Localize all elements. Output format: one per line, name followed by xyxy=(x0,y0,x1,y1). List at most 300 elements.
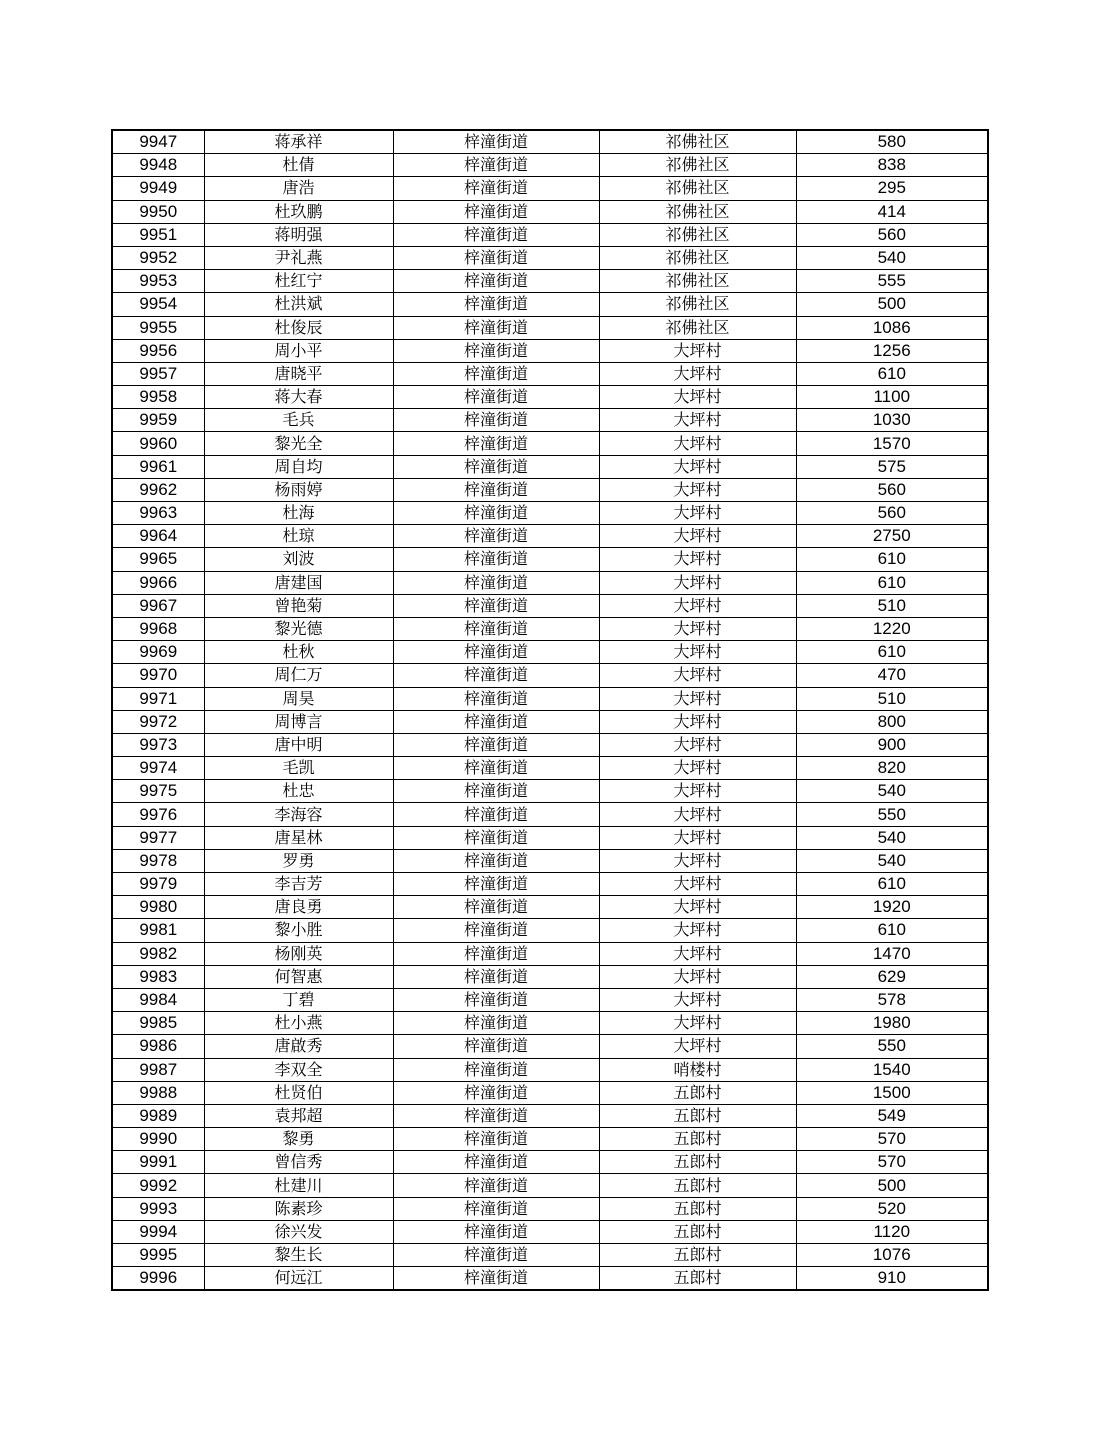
table-row xyxy=(112,1081,988,1104)
name-cell: 杜建川 xyxy=(204,1174,393,1197)
amount-cell: 540 xyxy=(796,849,988,872)
table-row xyxy=(112,455,988,478)
row-number-cell: 9970 xyxy=(112,664,204,687)
name-cell: 杜倩 xyxy=(204,154,393,177)
name-cell: 袁邦超 xyxy=(204,1104,393,1127)
name-cell: 杜琼 xyxy=(204,525,393,548)
subdistrict-cell: 梓潼街道 xyxy=(393,293,599,316)
row-number-cell: 9951 xyxy=(112,223,204,246)
subdistrict-cell: 梓潼街道 xyxy=(393,177,599,200)
subdistrict-cell: 梓潼街道 xyxy=(393,780,599,803)
community-cell: 大坪村 xyxy=(599,873,796,896)
name-cell: 尹礼燕 xyxy=(204,246,393,269)
table-row xyxy=(112,896,988,919)
table-row xyxy=(112,1128,988,1151)
subdistrict-cell: 梓潼街道 xyxy=(393,478,599,501)
subdistrict-cell: 梓潼街道 xyxy=(393,687,599,710)
table-row xyxy=(112,409,988,432)
community-cell: 大坪村 xyxy=(599,942,796,965)
table-row xyxy=(112,200,988,223)
table-row xyxy=(112,988,988,1011)
subdistrict-cell: 梓潼街道 xyxy=(393,988,599,1011)
amount-cell: 610 xyxy=(796,548,988,571)
name-cell: 唐中明 xyxy=(204,733,393,756)
subdistrict-cell: 梓潼街道 xyxy=(393,223,599,246)
name-cell: 杜贤伯 xyxy=(204,1081,393,1104)
name-cell: 何远江 xyxy=(204,1267,393,1291)
table-row xyxy=(112,502,988,525)
table-row xyxy=(112,826,988,849)
community-cell: 大坪村 xyxy=(599,571,796,594)
table-row xyxy=(112,154,988,177)
subdistrict-cell: 梓潼街道 xyxy=(393,339,599,362)
subdistrict-cell: 梓潼街道 xyxy=(393,942,599,965)
subdistrict-cell: 梓潼街道 xyxy=(393,1220,599,1243)
row-number-cell: 9996 xyxy=(112,1267,204,1291)
table-row xyxy=(112,386,988,409)
row-number-cell: 9992 xyxy=(112,1174,204,1197)
subdistrict-cell: 梓潼街道 xyxy=(393,409,599,432)
subdistrict-cell: 梓潼街道 xyxy=(393,1197,599,1220)
row-number-cell: 9959 xyxy=(112,409,204,432)
name-cell: 蒋承祥 xyxy=(204,130,393,154)
amount-cell: 510 xyxy=(796,687,988,710)
amount-cell: 820 xyxy=(796,757,988,780)
subdistrict-cell: 梓潼街道 xyxy=(393,1128,599,1151)
subdistrict-cell: 梓潼街道 xyxy=(393,965,599,988)
row-number-cell: 9994 xyxy=(112,1220,204,1243)
table-row xyxy=(112,780,988,803)
table-row xyxy=(112,919,988,942)
table-row xyxy=(112,1151,988,1174)
name-cell: 杜玖鹏 xyxy=(204,200,393,223)
subdistrict-cell: 梓潼街道 xyxy=(393,849,599,872)
amount-cell: 1120 xyxy=(796,1220,988,1243)
community-cell: 五郎村 xyxy=(599,1244,796,1267)
table-row xyxy=(112,362,988,385)
community-cell: 祁佛社区 xyxy=(599,177,796,200)
community-cell: 大坪村 xyxy=(599,988,796,1011)
table-row xyxy=(112,478,988,501)
community-cell: 大坪村 xyxy=(599,965,796,988)
name-cell: 毛凯 xyxy=(204,757,393,780)
amount-cell: 1920 xyxy=(796,896,988,919)
name-cell: 黎生长 xyxy=(204,1244,393,1267)
subdistrict-cell: 梓潼街道 xyxy=(393,617,599,640)
row-number-cell: 9995 xyxy=(112,1244,204,1267)
community-cell: 祁佛社区 xyxy=(599,130,796,154)
table-row xyxy=(112,1012,988,1035)
subdistrict-cell: 梓潼街道 xyxy=(393,548,599,571)
row-number-cell: 9969 xyxy=(112,641,204,664)
row-number-cell: 9993 xyxy=(112,1197,204,1220)
table-row xyxy=(112,873,988,896)
amount-cell: 1500 xyxy=(796,1081,988,1104)
subdistrict-cell: 梓潼街道 xyxy=(393,664,599,687)
amount-cell: 610 xyxy=(796,362,988,385)
row-number-cell: 9964 xyxy=(112,525,204,548)
table-row xyxy=(112,571,988,594)
amount-cell: 560 xyxy=(796,478,988,501)
amount-cell: 500 xyxy=(796,1174,988,1197)
community-cell: 大坪村 xyxy=(599,780,796,803)
row-number-cell: 9979 xyxy=(112,873,204,896)
name-cell: 李吉芳 xyxy=(204,873,393,896)
table-row xyxy=(112,223,988,246)
community-cell: 五郎村 xyxy=(599,1220,796,1243)
table-row xyxy=(112,965,988,988)
amount-cell: 1470 xyxy=(796,942,988,965)
community-cell: 大坪村 xyxy=(599,664,796,687)
subdistrict-cell: 梓潼街道 xyxy=(393,896,599,919)
table-row xyxy=(112,710,988,733)
community-cell: 大坪村 xyxy=(599,896,796,919)
table-row xyxy=(112,293,988,316)
name-cell: 刘波 xyxy=(204,548,393,571)
table-row xyxy=(112,1058,988,1081)
row-number-cell: 9961 xyxy=(112,455,204,478)
name-cell: 周小平 xyxy=(204,339,393,362)
amount-cell: 580 xyxy=(796,130,988,154)
row-number-cell: 9968 xyxy=(112,617,204,640)
name-cell: 杜忠 xyxy=(204,780,393,803)
name-cell: 杜红宁 xyxy=(204,270,393,293)
row-number-cell: 9973 xyxy=(112,733,204,756)
subdistrict-cell: 梓潼街道 xyxy=(393,1104,599,1127)
name-cell: 毛兵 xyxy=(204,409,393,432)
subdistrict-cell: 梓潼街道 xyxy=(393,873,599,896)
name-cell: 周自均 xyxy=(204,455,393,478)
community-cell: 哨楼村 xyxy=(599,1058,796,1081)
row-number-cell: 9984 xyxy=(112,988,204,1011)
name-cell: 蒋大春 xyxy=(204,386,393,409)
table-row xyxy=(112,130,988,154)
amount-cell: 610 xyxy=(796,919,988,942)
community-cell: 大坪村 xyxy=(599,733,796,756)
subdistrict-cell: 梓潼街道 xyxy=(393,316,599,339)
amount-cell: 1570 xyxy=(796,432,988,455)
name-cell: 唐啟秀 xyxy=(204,1035,393,1058)
table-row xyxy=(112,339,988,362)
table-row xyxy=(112,177,988,200)
subdistrict-cell: 梓潼街道 xyxy=(393,246,599,269)
name-cell: 蒋明强 xyxy=(204,223,393,246)
subdistrict-cell: 梓潼街道 xyxy=(393,919,599,942)
subdistrict-cell: 梓潼街道 xyxy=(393,594,599,617)
community-cell: 大坪村 xyxy=(599,710,796,733)
row-number-cell: 9986 xyxy=(112,1035,204,1058)
community-cell: 五郎村 xyxy=(599,1151,796,1174)
table-row xyxy=(112,270,988,293)
row-number-cell: 9983 xyxy=(112,965,204,988)
table-row xyxy=(112,246,988,269)
subdistrict-cell: 梓潼街道 xyxy=(393,1012,599,1035)
row-number-cell: 9977 xyxy=(112,826,204,849)
subdistrict-cell: 梓潼街道 xyxy=(393,386,599,409)
table-row xyxy=(112,1220,988,1243)
amount-cell: 550 xyxy=(796,803,988,826)
community-cell: 大坪村 xyxy=(599,386,796,409)
row-number-cell: 9950 xyxy=(112,200,204,223)
table-row xyxy=(112,594,988,617)
name-cell: 陈素珍 xyxy=(204,1197,393,1220)
community-cell: 大坪村 xyxy=(599,362,796,385)
row-number-cell: 9985 xyxy=(112,1012,204,1035)
amount-cell: 550 xyxy=(796,1035,988,1058)
subdistrict-cell: 梓潼街道 xyxy=(393,641,599,664)
table-row xyxy=(112,1174,988,1197)
table-row xyxy=(112,525,988,548)
amount-cell: 800 xyxy=(796,710,988,733)
community-cell: 大坪村 xyxy=(599,478,796,501)
community-cell: 大坪村 xyxy=(599,803,796,826)
row-number-cell: 9987 xyxy=(112,1058,204,1081)
name-cell: 杜小燕 xyxy=(204,1012,393,1035)
amount-cell: 575 xyxy=(796,455,988,478)
table-row xyxy=(112,641,988,664)
row-number-cell: 9960 xyxy=(112,432,204,455)
subdistrict-cell: 梓潼街道 xyxy=(393,455,599,478)
community-cell: 大坪村 xyxy=(599,1012,796,1035)
community-cell: 大坪村 xyxy=(599,687,796,710)
name-cell: 黎光德 xyxy=(204,617,393,640)
amount-cell: 578 xyxy=(796,988,988,1011)
subdistrict-cell: 梓潼街道 xyxy=(393,1151,599,1174)
row-number-cell: 9981 xyxy=(112,919,204,942)
community-cell: 祁佛社区 xyxy=(599,200,796,223)
amount-cell: 610 xyxy=(796,873,988,896)
name-cell: 唐建国 xyxy=(204,571,393,594)
row-number-cell: 9955 xyxy=(112,316,204,339)
community-cell: 大坪村 xyxy=(599,919,796,942)
table-row xyxy=(112,757,988,780)
community-cell: 大坪村 xyxy=(599,455,796,478)
amount-cell: 900 xyxy=(796,733,988,756)
row-number-cell: 9971 xyxy=(112,687,204,710)
community-cell: 大坪村 xyxy=(599,409,796,432)
amount-cell: 570 xyxy=(796,1128,988,1151)
community-cell: 大坪村 xyxy=(599,757,796,780)
community-cell: 大坪村 xyxy=(599,548,796,571)
table-row xyxy=(112,1244,988,1267)
community-cell: 大坪村 xyxy=(599,594,796,617)
data-table xyxy=(111,129,989,1291)
name-cell: 罗勇 xyxy=(204,849,393,872)
row-number-cell: 9953 xyxy=(112,270,204,293)
row-number-cell: 9989 xyxy=(112,1104,204,1127)
name-cell: 杜海 xyxy=(204,502,393,525)
subdistrict-cell: 梓潼街道 xyxy=(393,571,599,594)
name-cell: 李海容 xyxy=(204,803,393,826)
name-cell: 何智惠 xyxy=(204,965,393,988)
amount-cell: 629 xyxy=(796,965,988,988)
table-row xyxy=(112,548,988,571)
community-cell: 五郎村 xyxy=(599,1267,796,1291)
amount-cell: 2750 xyxy=(796,525,988,548)
name-cell: 黎光全 xyxy=(204,432,393,455)
community-cell: 大坪村 xyxy=(599,1035,796,1058)
table-row xyxy=(112,664,988,687)
row-number-cell: 9980 xyxy=(112,896,204,919)
row-number-cell: 9948 xyxy=(112,154,204,177)
row-number-cell: 9967 xyxy=(112,594,204,617)
name-cell: 杨雨婷 xyxy=(204,478,393,501)
amount-cell: 560 xyxy=(796,502,988,525)
subdistrict-cell: 梓潼街道 xyxy=(393,1267,599,1291)
table-row xyxy=(112,617,988,640)
community-cell: 五郎村 xyxy=(599,1197,796,1220)
name-cell: 唐浩 xyxy=(204,177,393,200)
amount-cell: 1086 xyxy=(796,316,988,339)
name-cell: 黎小胜 xyxy=(204,919,393,942)
row-number-cell: 9958 xyxy=(112,386,204,409)
row-number-cell: 9975 xyxy=(112,780,204,803)
table-row xyxy=(112,1197,988,1220)
amount-cell: 560 xyxy=(796,223,988,246)
amount-cell: 549 xyxy=(796,1104,988,1127)
subdistrict-cell: 梓潼街道 xyxy=(393,362,599,385)
subdistrict-cell: 梓潼街道 xyxy=(393,270,599,293)
community-cell: 五郎村 xyxy=(599,1104,796,1127)
subdistrict-cell: 梓潼街道 xyxy=(393,1035,599,1058)
row-number-cell: 9974 xyxy=(112,757,204,780)
table-row xyxy=(112,849,988,872)
community-cell: 祁佛社区 xyxy=(599,246,796,269)
row-number-cell: 9972 xyxy=(112,710,204,733)
row-number-cell: 9982 xyxy=(112,942,204,965)
subdistrict-cell: 梓潼街道 xyxy=(393,803,599,826)
name-cell: 周博言 xyxy=(204,710,393,733)
community-cell: 祁佛社区 xyxy=(599,270,796,293)
table-row xyxy=(112,687,988,710)
amount-cell: 1540 xyxy=(796,1058,988,1081)
subdistrict-cell: 梓潼街道 xyxy=(393,1081,599,1104)
table-row xyxy=(112,803,988,826)
amount-cell: 295 xyxy=(796,177,988,200)
community-cell: 大坪村 xyxy=(599,641,796,664)
row-number-cell: 9956 xyxy=(112,339,204,362)
row-number-cell: 9947 xyxy=(112,130,204,154)
community-cell: 大坪村 xyxy=(599,432,796,455)
row-number-cell: 9976 xyxy=(112,803,204,826)
name-cell: 周昊 xyxy=(204,687,393,710)
table-row xyxy=(112,1267,988,1291)
table-row xyxy=(112,1035,988,1058)
table-row xyxy=(112,316,988,339)
community-cell: 五郎村 xyxy=(599,1081,796,1104)
community-cell: 祁佛社区 xyxy=(599,154,796,177)
table-row xyxy=(112,432,988,455)
amount-cell: 570 xyxy=(796,1151,988,1174)
community-cell: 大坪村 xyxy=(599,502,796,525)
row-number-cell: 9962 xyxy=(112,478,204,501)
row-number-cell: 9978 xyxy=(112,849,204,872)
table-row xyxy=(112,942,988,965)
row-number-cell: 9965 xyxy=(112,548,204,571)
amount-cell: 610 xyxy=(796,641,988,664)
subdistrict-cell: 梓潼街道 xyxy=(393,1058,599,1081)
row-number-cell: 9954 xyxy=(112,293,204,316)
name-cell: 唐良勇 xyxy=(204,896,393,919)
amount-cell: 555 xyxy=(796,270,988,293)
name-cell: 唐星林 xyxy=(204,826,393,849)
name-cell: 黎勇 xyxy=(204,1128,393,1151)
amount-cell: 1980 xyxy=(796,1012,988,1035)
amount-cell: 1256 xyxy=(796,339,988,362)
amount-cell: 470 xyxy=(796,664,988,687)
amount-cell: 838 xyxy=(796,154,988,177)
amount-cell: 540 xyxy=(796,780,988,803)
amount-cell: 610 xyxy=(796,571,988,594)
amount-cell: 1220 xyxy=(796,617,988,640)
subdistrict-cell: 梓潼街道 xyxy=(393,502,599,525)
community-cell: 大坪村 xyxy=(599,849,796,872)
amount-cell: 540 xyxy=(796,246,988,269)
name-cell: 唐晓平 xyxy=(204,362,393,385)
amount-cell: 500 xyxy=(796,293,988,316)
community-cell: 大坪村 xyxy=(599,617,796,640)
table-body xyxy=(112,130,988,1290)
amount-cell: 414 xyxy=(796,200,988,223)
subdistrict-cell: 梓潼街道 xyxy=(393,525,599,548)
name-cell: 曾艳菊 xyxy=(204,594,393,617)
table-row xyxy=(112,1104,988,1127)
name-cell: 丁碧 xyxy=(204,988,393,1011)
name-cell: 杜俊辰 xyxy=(204,316,393,339)
amount-cell: 910 xyxy=(796,1267,988,1291)
row-number-cell: 9990 xyxy=(112,1128,204,1151)
community-cell: 大坪村 xyxy=(599,826,796,849)
community-cell: 五郎村 xyxy=(599,1174,796,1197)
row-number-cell: 9966 xyxy=(112,571,204,594)
amount-cell: 1030 xyxy=(796,409,988,432)
table-row xyxy=(112,733,988,756)
community-cell: 祁佛社区 xyxy=(599,316,796,339)
amount-cell: 1076 xyxy=(796,1244,988,1267)
row-number-cell: 9949 xyxy=(112,177,204,200)
row-number-cell: 9952 xyxy=(112,246,204,269)
name-cell: 李双全 xyxy=(204,1058,393,1081)
community-cell: 祁佛社区 xyxy=(599,223,796,246)
row-number-cell: 9957 xyxy=(112,362,204,385)
subdistrict-cell: 梓潼街道 xyxy=(393,826,599,849)
subdistrict-cell: 梓潼街道 xyxy=(393,1174,599,1197)
amount-cell: 520 xyxy=(796,1197,988,1220)
amount-cell: 1100 xyxy=(796,386,988,409)
community-cell: 祁佛社区 xyxy=(599,293,796,316)
subdistrict-cell: 梓潼街道 xyxy=(393,154,599,177)
name-cell: 杨刚英 xyxy=(204,942,393,965)
name-cell: 杜秋 xyxy=(204,641,393,664)
subdistrict-cell: 梓潼街道 xyxy=(393,1244,599,1267)
row-number-cell: 9991 xyxy=(112,1151,204,1174)
name-cell: 徐兴发 xyxy=(204,1220,393,1243)
amount-cell: 510 xyxy=(796,594,988,617)
amount-cell: 540 xyxy=(796,826,988,849)
name-cell: 周仁万 xyxy=(204,664,393,687)
community-cell: 大坪村 xyxy=(599,525,796,548)
name-cell: 杜洪斌 xyxy=(204,293,393,316)
subdistrict-cell: 梓潼街道 xyxy=(393,733,599,756)
community-cell: 五郎村 xyxy=(599,1128,796,1151)
community-cell: 大坪村 xyxy=(599,339,796,362)
name-cell: 曾信秀 xyxy=(204,1151,393,1174)
row-number-cell: 9963 xyxy=(112,502,204,525)
subdistrict-cell: 梓潼街道 xyxy=(393,130,599,154)
subdistrict-cell: 梓潼街道 xyxy=(393,710,599,733)
subdistrict-cell: 梓潼街道 xyxy=(393,200,599,223)
row-number-cell: 9988 xyxy=(112,1081,204,1104)
